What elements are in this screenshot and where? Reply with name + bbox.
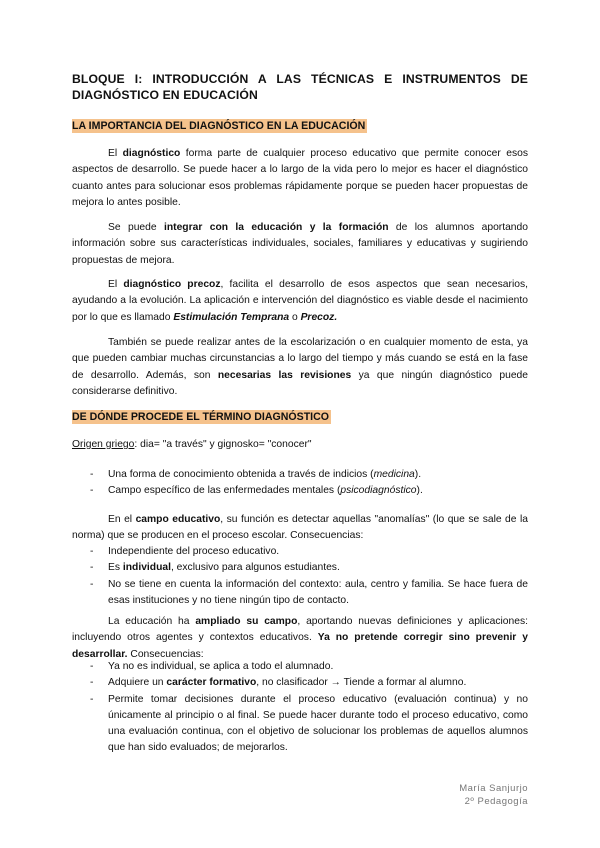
document-title: BLOQUE I: INTRODUCCIÓN A LAS TÉCNICAS E INSTRUMENTOS DE DIAGNÓSTICO EN EDUCACIÓN xyxy=(72,72,528,102)
footer-author: María Sanjurjo xyxy=(459,783,528,794)
paragraph-revisiones: También se puede realizar antes de la escolarización o en cualquier momento de esta, ya que pueden cambiar muchas circunstancias a lo largo del tiempo y más cuando se está en la fase de desarrollo. Además, son necesarias las revisiones ya que ningún diagnóstico puede considerarse definitivo. xyxy=(72,337,529,397)
definitions-list xyxy=(72,467,528,500)
paragraph-diagnostico: El diagnóstico forma parte de cualquier proceso educativo que permite conocer esos aspectos de desarrollo. Se puede hacer a lo largo de la vida pero lo mejor es hacer el diagnóstico cuanto antes para solucionar esos problemas rápidamente porque se pueden hacer propuestas de mejora lo antes posible. xyxy=(72,148,528,208)
consequences-list-1 xyxy=(72,544,528,609)
list-item: - Es individual, exclusivo para algunos estudiantes. xyxy=(72,560,528,576)
section-heading-origin: DE DÓNDE PROCEDE EL TÉRMINO DIAGNÓSTICO xyxy=(72,411,330,423)
list-item: - Adquiere un carácter formativo, no clasificador → Tiende a formar al alumno. xyxy=(72,675,528,691)
list-item: - No se tiene en cuenta la información del contexto: aula, centro y familia. Se hace fuera de esas instituciones y no tiene ningún tipo de contacto. xyxy=(72,577,528,610)
page-footer xyxy=(459,782,528,808)
footer-course: 2º Pedagogía xyxy=(464,796,528,807)
consequences-list-2 xyxy=(72,659,528,757)
list-item: - Ya no es individual, se aplica a todo el alumnado. xyxy=(72,659,528,675)
paragraph-precoz: El diagnóstico precoz, facilita el desarrollo de esos aspectos que sean necesarios, ayudando a la evolución. La aplicación e intervención del diagnóstico es viable desde el nacimiento por lo que es llamado Estimulación Temprana o Precoz. xyxy=(72,279,528,323)
paragraph-integrar: Se puede integrar con la educación y la formación de los alumnos aportando información sobre sus características individuales, sociales, familiares y educativas y sugiriendo propuestas de mejora. xyxy=(72,222,528,266)
origin-line: Origen griego: dia= "a través" y gignosko= "conocer" xyxy=(72,439,312,450)
list-item: - Una forma de conocimiento obtenida a través de indicios (medicina). xyxy=(72,467,528,483)
paragraph-campo-educativo: En el campo educativo, su función es detectar aquellas "anomalías" (lo que se sale de la norma) que se producen en el proceso escolar. Consecuencias: xyxy=(72,514,528,542)
list-item: - Permite tomar decisiones durante el proceso educativo (evaluación continua) y no únicamente al principio o al final. Se puede hacer durante todo el proceso educativo, como una evaluación continua, con el objetivo de solucionar los problemas de aquellos alumnos que han sido evaluados; de mejorarlos. xyxy=(72,692,528,757)
origin-label: Origen griego xyxy=(72,439,135,450)
list-item: - Campo específico de las enfermedades mentales (psicodiagnóstico). xyxy=(72,483,528,499)
paragraph-ampliado: La educación ha ampliado su campo, aportando nuevas definiciones y aplicaciones: incluyendo otros agentes y contextos educativos. Ya no pretende corregir sino prevenir y desarrollar. Consecuencias: xyxy=(72,616,528,660)
list-item: - Independiente del proceso educativo. xyxy=(72,544,528,560)
section-heading-importance: LA IMPORTANCIA DEL DIAGNÓSTICO EN LA EDUCACIÓN xyxy=(72,120,366,132)
